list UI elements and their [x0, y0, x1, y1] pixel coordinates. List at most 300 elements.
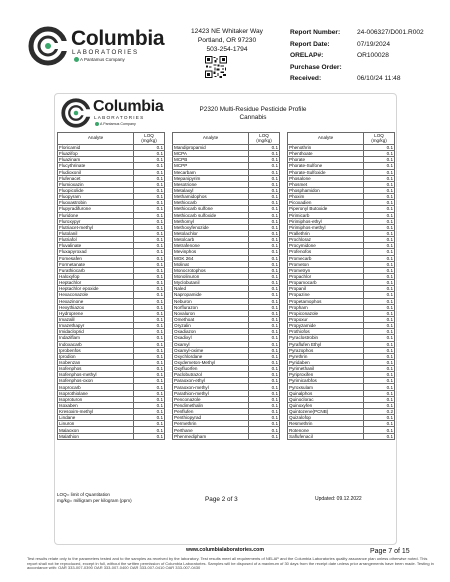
analyte-name: Fluopyram: [58, 194, 134, 200]
card-page-label: Page 2 of 3: [205, 496, 238, 503]
analyte-name: Phorate: [288, 157, 364, 163]
loq-value: 0.1: [249, 230, 280, 236]
loq-value: 0.1: [134, 261, 165, 267]
loq-value: 0.1: [134, 335, 165, 341]
analyte-name: Phenmedipham: [173, 433, 249, 439]
analyte-name: Oxadixyl: [173, 335, 249, 341]
analyte-name: Mandipropamid: [173, 145, 249, 151]
analyte-name: Methomyl: [173, 218, 249, 224]
loq-value: 0.1: [249, 396, 280, 402]
loq-value: 0.1: [364, 329, 395, 335]
report-info-value: 07/19/2024: [357, 40, 391, 48]
loq-value: 0.1: [364, 335, 395, 341]
analyte-name: Phenothrin: [288, 145, 364, 151]
loq-value: 0.1: [364, 347, 395, 353]
analyte-name: Quinoxyfen: [288, 402, 364, 408]
loq-value: 0.1: [364, 212, 395, 218]
loq-value: 0.1: [364, 372, 395, 378]
loq-value: 0.1: [134, 200, 165, 206]
loq-value: 0.1: [364, 421, 395, 427]
loq-value: 0.1: [134, 298, 165, 304]
updated-date: Updated: 09.12.2022: [315, 496, 362, 502]
analyte-name: MGK 264: [173, 255, 249, 261]
report-info-label: Purchase Order:: [290, 63, 342, 71]
analyte-name: Fomesafen: [58, 255, 134, 261]
analyte-name: Propiconazole: [288, 310, 364, 316]
analyte-name: Isoprothiolane: [58, 390, 134, 396]
loq-value: 0.1: [364, 224, 395, 230]
loq-value: 0.1: [364, 255, 395, 261]
phone-number: 503-254-1794: [206, 46, 248, 53]
analyte-name: Propamocarb: [288, 280, 364, 286]
analyte-name: Flutolanil: [58, 230, 134, 236]
analyte-name: Malathion: [58, 433, 134, 439]
analyte-name: Isoproturon: [58, 396, 134, 402]
address-line2: Portland, OR 97230: [197, 37, 257, 44]
analyte-column-1: [57, 132, 164, 440]
loq-value: 0.1: [134, 286, 165, 292]
analyte-name: Formetanate: [58, 261, 134, 267]
loq-header: LOQ (mg/kg): [249, 133, 280, 145]
website-link[interactable]: www.columbialaboratories.com: [186, 547, 264, 553]
loq-value: 0.1: [249, 169, 280, 175]
loq-value: 0.1: [249, 298, 280, 304]
analyte-name: Monolinuron: [173, 273, 249, 279]
report-info: [290, 27, 440, 85]
loq-value: 0.1: [134, 359, 165, 365]
loq-value: 0.1: [249, 341, 280, 347]
loq-value: 0.1: [364, 181, 395, 187]
analyte-name: Permethrin: [173, 421, 249, 427]
loq-value: 0.1: [134, 347, 165, 353]
loq-value: 0.1: [249, 286, 280, 292]
analyte-name: Propazine: [288, 292, 364, 298]
analyte-name: Prothiofos: [288, 329, 364, 335]
analyte-name: Profenofos: [288, 249, 364, 255]
loq-value: 0.1: [134, 329, 165, 335]
analyte-name: Quinoclorac: [288, 396, 364, 402]
analyte-name: Metrafenone: [173, 243, 249, 249]
analyte-name: Isofenphos: [58, 366, 134, 372]
report-info-value: OR100028: [357, 52, 389, 60]
analyte-name: Isofenphos-oxon: [58, 378, 134, 384]
loq-value: 0.1: [134, 409, 165, 415]
analyte-name: Metalaxyl: [173, 187, 249, 193]
analyte-name: Pyrimicarbfos: [288, 378, 364, 384]
analyte-name: Heptachlor epoxide: [58, 286, 134, 292]
analyte-name: Saflufenacil: [288, 433, 364, 439]
analyte-name: Mecarbam: [173, 169, 249, 175]
analyte-name: Mesotrione: [173, 181, 249, 187]
analyte-name: Propanil: [288, 286, 364, 292]
analyte-name: Hexythiazox: [58, 304, 134, 310]
loq-value: 0.1: [364, 237, 395, 243]
loq-value: 0.1: [364, 402, 395, 408]
analyte-name: Mepanipyrim: [173, 175, 249, 181]
address-line1: 12423 NE Whitaker Way: [191, 28, 263, 35]
analyte-name: Penflufen: [173, 409, 249, 415]
loq-value: 0.1: [134, 304, 165, 310]
loq-value: 0.1: [249, 378, 280, 384]
loq-value: 0.1: [249, 353, 280, 359]
loq-value: 0.1: [364, 145, 395, 151]
table-header-row: [173, 133, 280, 145]
analyte-name: Oxadiazon: [173, 329, 249, 335]
loq-value: 0.1: [249, 316, 280, 322]
loq-value: 0.1: [134, 267, 165, 273]
received-row: [290, 73, 440, 85]
loq-value: 0.1: [364, 304, 395, 310]
analyte-name: Pirimiphos-ethyl: [288, 218, 364, 224]
company-tagline-text: A Pantamus Company: [80, 57, 125, 62]
analyte-table: [57, 132, 165, 440]
analyte-name: Phosphamidon: [288, 187, 364, 193]
pesticide-profile-card: [54, 93, 397, 545]
loq-value: 0.1: [249, 175, 280, 181]
loq-value: 0.1: [134, 323, 165, 329]
loq-value: 0.1: [249, 280, 280, 286]
analyte-name: Hexaconazole: [58, 292, 134, 298]
analyte-name: Phorate-Sulfone: [288, 163, 364, 169]
analyte-name: Oxamyl-oxime: [173, 347, 249, 353]
loq-value: 0.1: [249, 200, 280, 206]
analyte-name: Fluridone: [58, 212, 134, 218]
report-number-row: [290, 27, 440, 39]
analyte-name: Piperonyl Butoxide: [288, 206, 364, 212]
analyte-name: Haloxyfop: [58, 273, 134, 279]
analyte-name: Fluroxypyr: [58, 218, 134, 224]
analyte-name: MCPP: [173, 163, 249, 169]
loq-value: 0.1: [134, 230, 165, 236]
loq-value: 0.1: [364, 292, 395, 298]
pantamus-icon: [95, 122, 99, 126]
analyte-name: Fluopicolide: [58, 187, 134, 193]
loq-value: 0.1: [364, 200, 395, 206]
analyte-name: Heptachlor: [58, 280, 134, 286]
loq-value: 0.1: [364, 298, 395, 304]
purchase-order-row: [290, 62, 440, 74]
loq-value: 0.1: [364, 396, 395, 402]
analyte-name: Penconazole: [173, 396, 249, 402]
loq-value: 0.1: [364, 175, 395, 181]
analyte-name: Prometon: [288, 261, 364, 267]
analyte-name: Isobenzan: [58, 359, 134, 365]
loq-value: 0.1: [249, 335, 280, 341]
loq-value: 0.1: [249, 323, 280, 329]
loq-value: 0.1: [134, 396, 165, 402]
analyte-name: Floricamid: [58, 145, 134, 151]
company-subtitle: LABORATORIES: [72, 49, 139, 56]
loq-value: 0.1: [364, 316, 395, 322]
loq-header: LOQ (mg/kg): [134, 133, 165, 145]
analyte-name: Neburon: [173, 298, 249, 304]
analyte-name: Hexazinone: [58, 298, 134, 304]
card-logo: [61, 98, 164, 130]
card-company-name: Columbia: [93, 98, 164, 115]
analyte-name: Propoxur: [288, 316, 364, 322]
loq-value: 0.1: [134, 273, 165, 279]
analyte-name: Isoxaben: [58, 402, 134, 408]
loq-value: 0.1: [249, 194, 280, 200]
footnote-line2: mg/kg= milligram per kilogram (ppm): [57, 498, 132, 503]
loq-value: 0.1: [364, 157, 395, 163]
analyte-name: Phorate-Sulfoxide: [288, 169, 364, 175]
analyte-name: Monocrotophos: [173, 267, 249, 273]
analyte-header: Analyte: [288, 133, 364, 145]
analyte-column-3: [287, 132, 394, 440]
loq-value: 0.1: [249, 206, 280, 212]
analyte-column-2: [172, 132, 279, 440]
analyte-name: Phenthoate: [288, 151, 364, 157]
loq-value: 0.1: [249, 359, 280, 365]
loq-value: 0.1: [134, 224, 165, 230]
report-info-value: [357, 62, 440, 74]
analyte-name: Isoprocarb: [58, 384, 134, 390]
columbia-logo-mark-icon: [61, 98, 91, 128]
loq-value: 0.1: [364, 366, 395, 372]
loq-value: 0.1: [134, 151, 165, 157]
orelap-row: [290, 50, 440, 62]
loq-value: 0.1: [249, 157, 280, 163]
report-info-value: 24-006327/D001.R002: [357, 29, 424, 36]
analyte-name: Naled: [173, 286, 249, 292]
loq-value: 0.1: [249, 261, 280, 267]
analyte-name: Phosmet: [288, 181, 364, 187]
loq-value: 0.1: [134, 310, 165, 316]
disclaimer-text: Test results relate only to the parameters tested and to the samples as received by the laboratory. Test results meet all requirements of NELAP and the Columbia Laboratories quality assurance plan unless otherwise noted. This report shall not be reproduced, except in full, without the written permission of Columbia Laboratories. Samples will be disposed of a maximum of 30 days from the receipt date unless prior arrangements have been made. Testing in accordance with: OAR 333-007-0390 OAR 333-007-0400 OAR 333-007-0410 OAR 333-007-0430: [27, 556, 434, 571]
loq-value: 0.1: [249, 255, 280, 261]
loq-value: 0.1: [134, 163, 165, 169]
analyte-name: Metolcarb: [173, 237, 249, 243]
page-number: Page 7 of 15: [370, 548, 410, 555]
loq-value: 0.1: [249, 187, 280, 193]
company-tagline: [74, 57, 125, 62]
loq-value: 0.1: [249, 237, 280, 243]
loq-value: 0.1: [134, 169, 165, 175]
loq-value: 0.1: [364, 353, 395, 359]
report-info-label: Received:: [290, 75, 322, 83]
analyte-name: Oxydemeton-Methyl: [173, 359, 249, 365]
loq-value: 0.1: [134, 378, 165, 384]
loq-value: 0.1: [134, 316, 165, 322]
analyte-name: Rotenone: [288, 427, 364, 433]
loq-value: 0.1: [249, 304, 280, 310]
profile-title-line2: Cannabis: [239, 114, 267, 121]
loq-value: 0.1: [134, 341, 165, 347]
loq-value: 0.1: [364, 267, 395, 273]
loq-value: 0.1: [364, 218, 395, 224]
loq-value: 0.1: [134, 212, 165, 218]
loq-value: 0.1: [134, 175, 165, 181]
analyte-name: Omethoat: [173, 316, 249, 322]
loq-value: 0.1: [364, 151, 395, 157]
loq-value: 0.1: [134, 243, 165, 249]
analyte-name: Penthiopyrad: [173, 415, 249, 421]
loq-value: 0.1: [364, 249, 395, 255]
loq-value: 0.1: [364, 378, 395, 384]
loq-value: 0.1: [134, 237, 165, 243]
analyte-name: Methoxyfenozide: [173, 224, 249, 230]
loq-value: 0.1: [364, 310, 395, 316]
loq-value: 0.1: [249, 249, 280, 255]
loq-value: 0.1: [134, 433, 165, 439]
analyte-name: Flufenacet: [58, 175, 134, 181]
analyte-name: Lindane: [58, 415, 134, 421]
analyte-name: Paraoxon-ethyl: [173, 378, 249, 384]
analyte-name: Fluxapyroxad: [58, 249, 134, 255]
analyte-name: Phosalone: [288, 175, 364, 181]
loq-value: 0.1: [134, 353, 165, 359]
analyte-name: Pyraclostrobin: [288, 335, 364, 341]
analyte-name: Promecarb: [288, 255, 364, 261]
report-info-label: Report Date:: [290, 40, 330, 48]
loq-value: 0.1: [249, 145, 280, 151]
analyte-name: Imidacloprid: [58, 329, 134, 335]
loq-value: 0.1: [364, 194, 395, 200]
loq-value: 0.1: [134, 390, 165, 396]
analyte-name: Prometryn: [288, 267, 364, 273]
analyte-name: Isofenphos-methyl: [58, 372, 134, 378]
loq-value: 0.1: [249, 163, 280, 169]
analyte-name: Parathion-methyl: [173, 390, 249, 396]
analyte-name: Prallethrin: [288, 230, 364, 236]
analyte-name: Pyrazophos: [288, 347, 364, 353]
loq-value: 0.1: [249, 212, 280, 218]
analyte-name: Propham: [288, 304, 364, 310]
analyte-name: Prochloraz: [288, 237, 364, 243]
analyte-name: Quinalphos: [288, 390, 364, 396]
loq-value: 0.1: [364, 243, 395, 249]
loq-value: 0.1: [249, 390, 280, 396]
analyte-name: Picoxadien: [288, 200, 364, 206]
loq-value: 0.1: [249, 402, 280, 408]
report-date-row: [290, 39, 440, 51]
analyte-name: Perthane: [173, 427, 249, 433]
loq-value: 0.1: [134, 206, 165, 212]
loq-value: 0.1: [134, 157, 165, 163]
analyte-header: Analyte: [173, 133, 249, 145]
analyte-name: Kresoxim-methyl: [58, 409, 134, 415]
report-info-label: Report Number:: [290, 29, 341, 36]
loq-value: 0.1: [364, 230, 395, 236]
analyte-name: Pyrimethanil: [288, 366, 364, 372]
loq-value: 0.1: [364, 323, 395, 329]
loq-value: 0.1: [364, 390, 395, 396]
analyte-name: Norflurazon: [173, 304, 249, 310]
analyte-name: Malaoxon: [58, 427, 134, 433]
analyte-name: Methiocarb sulfone: [173, 206, 249, 212]
analyte-name: Flucythrinate: [58, 163, 134, 169]
analyte-name: Hydroprene: [58, 310, 134, 316]
company-logo: [28, 26, 165, 66]
loq-value: 0.1: [134, 292, 165, 298]
analyte-name: Pendimethalin: [173, 402, 249, 408]
analyte-name: Fluvalinate: [58, 243, 134, 249]
profile-title: [173, 106, 333, 122]
analyte-name: Mevinphos: [173, 249, 249, 255]
analyte-name: Fluazinam: [58, 157, 134, 163]
analyte-name: Flutriafol: [58, 237, 134, 243]
analyte-name: Methiocarb sulfoxide: [173, 212, 249, 218]
analyte-name: Iprodion: [58, 353, 134, 359]
table-row: [173, 433, 280, 439]
loq-value: 0.1: [249, 433, 280, 439]
loq-value: 0.1: [134, 249, 165, 255]
loq-value: 0.1: [249, 292, 280, 298]
analyte-name: Pyroxsulam: [288, 384, 364, 390]
analyte-name: Fluazifop: [58, 151, 134, 157]
loq-value: 0.1: [364, 206, 395, 212]
analyte-name: Methiocarb: [173, 200, 249, 206]
loq-value: 0.1: [249, 421, 280, 427]
table-header-row: [288, 133, 395, 145]
pantamus-icon: [74, 57, 79, 62]
analyte-name: Paraoxon-methyl: [173, 384, 249, 390]
analyte-name: Pyrethrin: [288, 353, 364, 359]
analyte-name: Pyriproxifen: [288, 372, 364, 378]
loq-value: 0.1: [364, 261, 395, 267]
card-company-tagline: [95, 122, 136, 126]
analyte-name: Pyraflufen Ethyl: [288, 341, 364, 347]
analyte-name: Pyridaben: [288, 359, 364, 365]
loq-value: 0.1: [249, 181, 280, 187]
analyte-name: Fludioxonil: [58, 169, 134, 175]
analyte-name: Oxamyl: [173, 341, 249, 347]
analyte-name: Oxyfluorfen: [173, 366, 249, 372]
loq-value: 0.1: [364, 415, 395, 421]
analyte-header: Analyte: [58, 133, 134, 145]
loq-value: 0.1: [134, 415, 165, 421]
table-row: [288, 433, 395, 439]
card-tagline-text: A Pantamus Company: [100, 122, 136, 126]
analyte-name: Oxychlordane: [173, 353, 249, 359]
analyte-table: [172, 132, 280, 440]
report-info-value: 06/10/24 11:48: [357, 75, 401, 83]
analyte-name: Quintozene(PCNB): [288, 409, 364, 415]
analyte-name: Propachlor: [288, 273, 364, 279]
card-company-subtitle: LABORATORIES: [94, 115, 145, 120]
analyte-name: Flupyradifurone: [58, 206, 134, 212]
loq-value: 0.1: [364, 169, 395, 175]
analyte-name: Molinat: [173, 261, 249, 267]
analyte-name: Phoxim: [288, 194, 364, 200]
loq-value: 0.1: [134, 384, 165, 390]
loq-value: 0.1: [364, 384, 395, 390]
analyte-name: MCPA: [173, 151, 249, 157]
analyte-name: Methamidophos: [173, 194, 249, 200]
loq-value: 0.1: [249, 427, 280, 433]
loq-value: 0.1: [134, 194, 165, 200]
analyte-name: Imazalil: [58, 316, 134, 322]
analyte-name: Metolachlor: [173, 230, 249, 236]
analyte-name: Resmethrin: [288, 421, 364, 427]
analyte-name: Pirimicarb: [288, 212, 364, 218]
analyte-name: Furathiocarb: [58, 267, 134, 273]
loq-value: 0.1: [134, 218, 165, 224]
loq-value: 0.1: [249, 273, 280, 279]
loq-value: 0.1: [134, 366, 165, 372]
loq-value: 0.1: [364, 163, 395, 169]
loq-value: 0.1: [134, 280, 165, 286]
analyte-name: Paclobutrazol: [173, 372, 249, 378]
loq-value: 0.1: [249, 384, 280, 390]
analyte-name: Imazethapyr: [58, 323, 134, 329]
loq-value: 0.1: [249, 267, 280, 273]
loq-value: 0.1: [249, 218, 280, 224]
loq-value: 0.1: [364, 280, 395, 286]
report-info-label: ORELAP#:: [290, 52, 324, 60]
analyte-name: MCPB: [173, 157, 249, 163]
